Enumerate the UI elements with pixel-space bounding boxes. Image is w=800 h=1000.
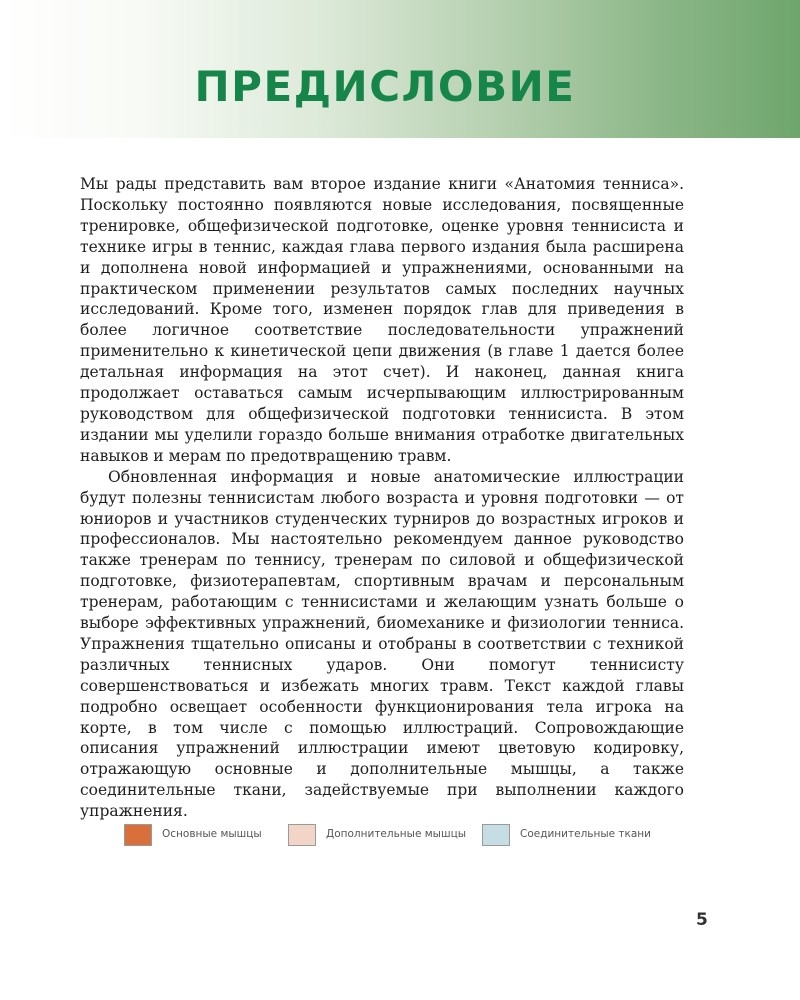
body-text: [80, 174, 684, 822]
legend-label-connective-tissue: Соединительные ткани: [520, 828, 651, 840]
color-legend: [124, 824, 664, 848]
legend-swatch-connective-tissue: [482, 824, 510, 846]
paragraph-1: Мы рады представить вам второе издание книги «Анатомия тенниса». Поскольку постоянно появляются новые исследования, посвященные тренировке, общефизической подготовке, оценке уровня теннисиста и технике игры в теннис, каждая глава первого издания была расширена и дополнена новой информацией и упражнениями, основанными на практическом применении результатов самых последних научных исследований. Кроме того, изменен порядок глав для приведения в более логичное соответствие последовательности упражнений применительно к кинетической цепи движения (в главе 1 дается более детальная информация на этот счет). И наконец, данная книга продолжает оставаться самым исчерпывающим иллюстрированным руководством для общефизической подготовки теннисиста. В этом издании мы уделили гораздо больше внимания отработке двигательных навыков и мерам по предотвращению травм.: [80, 175, 684, 465]
paragraph-2: Обновленная информация и новые анатомические иллюстрации будут полезны теннисистам любого возраста и уровня подготовки — от юниоров и участников студенческих турниров до возрастных игроков и профессионалов. Мы настоятельно рекомендуем данное руководство также тренерам по теннису, тренерам по силовой и общефизической подготовке, физиотерапевтам, спортивным врачам и персональным тренерам, работающим с теннисистами и желающим узнать больше о выборе эффективных упражнений, биомеханике и физиологии тенниса. Упражнения тщательно описаны и отобраны в соответствии с техникой различных теннисных ударов. Они помогут теннисисту совершенствоваться и избежать многих травм. Текст каждой главы подробно освещает особенности функционирования тела игрока на корте, в том числе с помощью иллюстраций. Сопровождающие описания упражнений иллюстрации имеют цветовую кодировку, отражающую основные и дополнительные мышцы, а также соединительные ткани, задействуемые при выполнении каждого упражнения.: [80, 467, 684, 821]
legend-label-primary-muscles: Основные мышцы: [162, 828, 262, 840]
legend-swatch-primary-muscles: [124, 824, 152, 846]
legend-swatch-secondary-muscles: [288, 824, 316, 846]
page-number: 5: [696, 910, 708, 930]
legend-label-secondary-muscles: Дополнительные мышцы: [326, 828, 467, 840]
page-title: ПРЕДИСЛОВИЕ: [194, 62, 576, 111]
